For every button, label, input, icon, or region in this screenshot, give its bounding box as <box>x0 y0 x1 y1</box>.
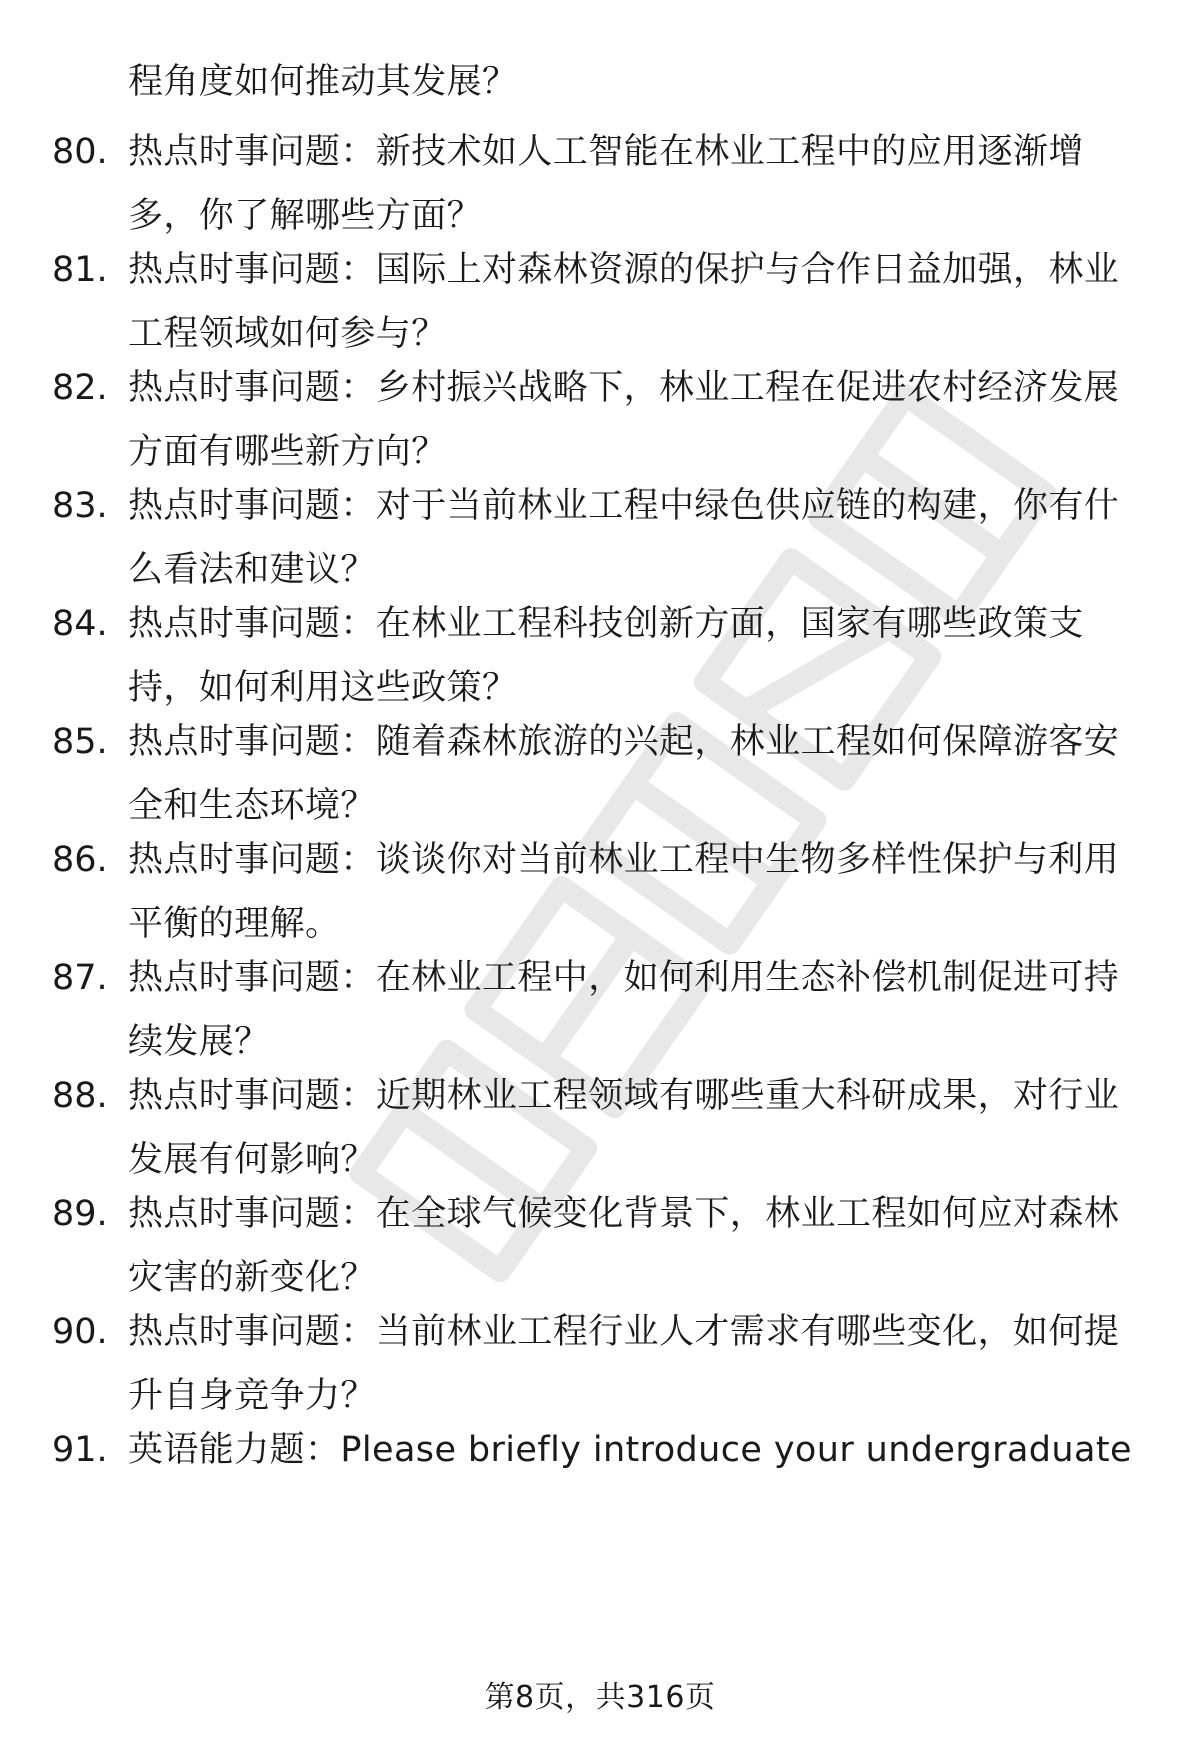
item-number: 83. <box>52 486 108 526</box>
item-line: 热点时事问题：在林业工程科技创新方面，国家有哪些政策支 <box>128 604 1084 644</box>
continuation-line: 程角度如何推动其发展？ <box>128 62 518 102</box>
item-line: 么看法和建议？ <box>128 550 376 590</box>
item-line: 热点时事问题：谈谈你对当前林业工程中生物多样性保护与利用 <box>128 840 1120 880</box>
item-number: 88. <box>52 1076 108 1116</box>
item-line: 平衡的理解。 <box>128 904 341 944</box>
item-line: 多，你了解哪些方面？ <box>128 196 483 236</box>
item-line: 热点时事问题：新技术如人工智能在林业工程中的应用逐渐增 <box>128 132 1084 172</box>
item-line: 工程领域如何参与？ <box>128 314 447 354</box>
item-number: 86. <box>52 840 108 880</box>
item-line: 方面有哪些新方向？ <box>128 432 447 472</box>
item-number: 80. <box>52 132 108 172</box>
page-footer: 第8页，共316页 <box>484 1680 716 1715</box>
item-line: 热点时事问题：在全球气候变化背景下，林业工程如何应对森林 <box>128 1194 1120 1234</box>
item-line: 热点时事问题：随着森林旅游的兴起，林业工程如何保障游客安 <box>128 722 1120 762</box>
item-line: 英语能力题：Please briefly introduce your undergraduate <box>128 1430 1132 1470</box>
item-line: 持，如何利用这些政策？ <box>128 668 518 708</box>
item-line: 热点时事问题：乡村振兴战略下，林业工程在促进农村经济发展 <box>128 368 1120 408</box>
item-line: 热点时事问题：在林业工程中，如何利用生态补偿机制促进可持 <box>128 958 1120 998</box>
item-number: 90. <box>52 1312 108 1352</box>
item-line: 热点时事问题：对于当前林业工程中绿色供应链的构建，你有什 <box>128 486 1120 526</box>
item-number: 81. <box>52 250 108 290</box>
item-line: 升自身竞争力？ <box>128 1376 376 1416</box>
item-line: 热点时事问题：国际上对森林资源的保护与合作日益加强，林业 <box>128 250 1120 290</box>
item-line: 热点时事问题：当前林业工程行业人才需求有哪些变化，如何提 <box>128 1312 1120 1352</box>
item-number: 84. <box>52 604 108 644</box>
item-number: 87. <box>52 958 108 998</box>
item-line: 灾害的新变化？ <box>128 1258 376 1298</box>
item-line: 续发展？ <box>128 1022 270 1062</box>
item-line: 发展有何影响？ <box>128 1140 376 1180</box>
item-line: 全和生态环境？ <box>128 786 376 826</box>
item-number: 82. <box>52 368 108 408</box>
item-number: 91. <box>52 1430 108 1470</box>
item-number: 89. <box>52 1194 108 1234</box>
item-line: 热点时事问题：近期林业工程领域有哪些重大科研成果，对行业 <box>128 1076 1120 1116</box>
item-number: 85. <box>52 722 108 762</box>
